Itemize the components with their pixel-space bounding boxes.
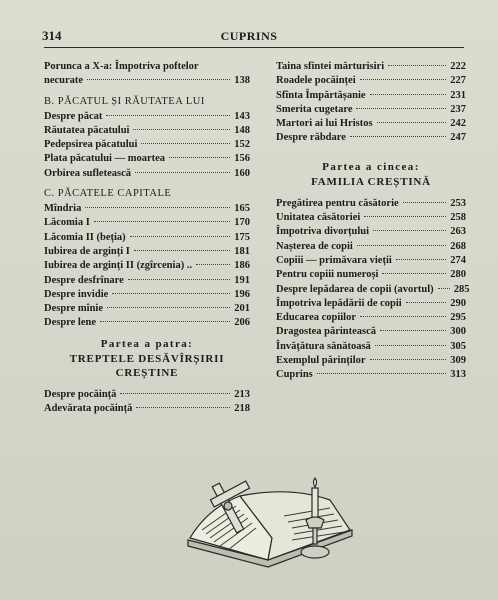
toc-entry-title: Dragostea părintească — [276, 326, 377, 338]
toc-entry — [276, 74, 466, 88]
section-heading-b: B. PĂCATUL ȘI RĂUTATEA LUI — [44, 95, 205, 107]
toc-entry — [44, 316, 250, 330]
toc-entry-title: Mîndria — [44, 203, 82, 215]
dot-leader — [141, 143, 230, 144]
toc-entry-title: Unitatea căsătoriei — [276, 212, 361, 224]
toc-entry-page: 237 — [450, 103, 466, 115]
toc-entry-title: Martori ai lui Hristos — [276, 118, 373, 130]
dot-leader — [94, 221, 230, 222]
header-rule — [44, 47, 464, 48]
toc-entry — [44, 274, 250, 288]
toc-entry-title: Lăcomia I — [44, 217, 90, 229]
toc-entry-title: Despre mînie — [44, 303, 104, 315]
dot-leader — [396, 259, 446, 260]
running-title: CUPRINS — [220, 29, 278, 43]
dot-leader — [169, 157, 230, 158]
toc-entry — [276, 211, 466, 225]
toc-entry-page: 247 — [450, 132, 466, 144]
toc-entry — [276, 340, 466, 354]
toc-entry-title: Smerita cugetare — [276, 103, 353, 115]
continued-list — [276, 60, 466, 146]
toc-entry-page: 160 — [234, 167, 250, 179]
toc-entry-page: 309 — [450, 355, 466, 367]
part-title: FAMILIA CREȘTINĂ — [311, 175, 431, 188]
dot-leader — [377, 122, 447, 123]
toc-entry-title: Iubirea de arginți I — [44, 245, 130, 257]
toc-entry — [276, 131, 466, 145]
book-cross-candle-illustration — [180, 468, 360, 578]
toc-entry-title: Plata păcatului — moartea — [44, 153, 166, 165]
part-four-list — [44, 388, 250, 417]
toc-entry-title: Cuprins — [276, 369, 313, 381]
toc-entry — [44, 124, 250, 138]
toc-entry — [276, 254, 466, 268]
dot-leader — [106, 115, 230, 116]
toc-entry — [276, 268, 466, 282]
toc-entry — [276, 325, 466, 339]
toc-entry-page: 156 — [234, 153, 250, 165]
toc-right-column — [276, 60, 470, 383]
toc-entry-page: 222 — [450, 61, 466, 72]
toc-entry — [44, 216, 250, 230]
toc-entry — [276, 354, 466, 368]
toc-entry-title: Exemplul părinților — [276, 355, 366, 367]
toc-entry — [44, 202, 250, 216]
toc-entry-page: 285 — [453, 283, 470, 295]
part-five-heading — [276, 160, 466, 189]
toc-entry-title: Pregătirea pentru căsătorie — [276, 197, 399, 209]
toc-entry-page: 138 — [234, 75, 250, 87]
toc-entry-title: Împotriva divorțului — [276, 226, 370, 238]
toc-entry — [276, 240, 466, 254]
toc-entry-title: Despre invidie — [44, 288, 109, 300]
toc-entry-page: 258 — [450, 212, 466, 224]
toc-entry-page: 181 — [234, 245, 250, 257]
toc-entry-title: Adevărata pocăință — [44, 403, 133, 415]
toc-entry-page: 175 — [234, 231, 250, 243]
toc-entry-title: Despre lene — [44, 317, 97, 329]
toc-entry — [276, 225, 466, 239]
toc-entry-page: 263 — [450, 226, 466, 238]
toc-entry — [44, 231, 250, 245]
toc-entry-page: 300 — [450, 326, 466, 338]
toc-entry — [44, 259, 250, 273]
toc-entry-page: 227 — [450, 75, 466, 87]
dot-leader — [85, 207, 230, 208]
dot-leader — [196, 264, 230, 265]
toc-entry — [44, 402, 250, 416]
dot-leader — [107, 307, 230, 308]
toc-entry-page: 148 — [234, 124, 250, 136]
toc-entry — [276, 297, 466, 311]
toc-entry-page: 186 — [234, 260, 250, 272]
page-header — [0, 0, 498, 48]
dot-leader — [128, 279, 230, 280]
dot-leader — [120, 393, 230, 394]
toc-entry-title-cont: necurate — [44, 75, 84, 87]
toc-entry-title: Despre lepădarea de copii (avortul) — [276, 283, 434, 295]
dot-leader — [360, 316, 446, 317]
toc-entry-title: Lăcomia II (beția) — [44, 231, 126, 243]
toc-entry-page: 290 — [450, 297, 466, 309]
toc-entry-title: Porunca a X-a: Împotriva poftelor — [44, 61, 199, 72]
toc-entry-title: Educarea copiilor — [276, 312, 357, 324]
toc-entry-title: Împotriva lepădării de copii — [276, 297, 402, 309]
toc-entry — [276, 311, 466, 325]
toc-entry-title: Iubirea de arginți II (zgîrcenia) .. — [44, 260, 193, 272]
toc-entry — [44, 245, 250, 259]
toc-entry — [44, 302, 250, 316]
page-number: 314 — [42, 28, 62, 43]
toc-entry-title: Învățătura sănătoasă — [276, 340, 371, 352]
part-label: Partea a patra: — [100, 337, 194, 350]
dot-leader — [364, 216, 446, 217]
toc-entry-page: 213 — [234, 388, 250, 400]
dot-leader — [438, 288, 450, 289]
dot-leader — [382, 273, 446, 274]
toc-entry-page: 242 — [450, 118, 466, 130]
toc-entry-page: 165 — [234, 203, 250, 215]
toc-entry — [44, 152, 250, 166]
dot-leader — [370, 94, 447, 95]
dot-leader — [317, 373, 446, 374]
toc-entry — [44, 288, 250, 302]
toc-entry-page: 295 — [450, 312, 466, 324]
part-four-heading — [44, 337, 250, 380]
dot-leader — [357, 245, 446, 246]
toc-entry-title: Răutatea păcatului — [44, 124, 130, 136]
toc-entry — [44, 388, 250, 402]
toc-entry-title: Pedepsirea păcatului — [44, 139, 138, 151]
toc-entry-title: Despre răbdare — [276, 132, 346, 144]
toc-entry-page: 218 — [234, 403, 250, 415]
toc-entry-title: Despre desfrînare — [44, 274, 124, 286]
dot-leader — [373, 230, 446, 231]
toc-entry — [276, 117, 466, 131]
dot-leader — [388, 65, 446, 66]
toc-entry-page: 313 — [450, 369, 466, 381]
section-c-list — [44, 202, 250, 331]
toc-entry-page: 191 — [234, 274, 250, 286]
part-five-list — [276, 197, 470, 383]
toc-entry-title: Orbirea sufletească — [44, 167, 131, 179]
toc-entry — [276, 368, 466, 382]
dot-leader — [112, 293, 230, 294]
dot-leader — [406, 302, 447, 303]
dot-leader — [135, 172, 230, 173]
toc-entry — [276, 89, 466, 103]
toc-entry-title: Despre pocăință — [44, 388, 117, 400]
toc-entry-page: 170 — [234, 217, 250, 229]
toc-entry-title: Roadele pocăinței — [276, 75, 356, 87]
toc-entry-page: 305 — [450, 340, 466, 352]
toc-entry — [44, 167, 250, 181]
section-heading-c: C. PĂCATELE CAPITALE — [44, 188, 172, 200]
toc-entry — [276, 197, 466, 211]
toc-entry — [44, 138, 250, 152]
toc-entry-title: Taina sfintei mărturisiri — [276, 61, 385, 72]
dot-leader — [380, 330, 446, 331]
toc-entry — [44, 60, 250, 89]
dot-leader — [100, 321, 230, 322]
toc-entry-title: Pentru copiii numeroși — [276, 269, 379, 281]
toc-entry-page: 268 — [450, 240, 466, 252]
toc-entry-page: 253 — [450, 197, 466, 209]
dot-leader — [375, 345, 446, 346]
toc-entry — [276, 103, 466, 117]
toc-entry-title: Despre păcat — [44, 110, 103, 122]
toc-entry — [276, 283, 470, 297]
toc-entry-page: 280 — [450, 269, 466, 281]
part-label: Partea a cincea: — [322, 160, 420, 173]
toc-entry-title: Sfînta Împărtășanie — [276, 89, 366, 101]
dot-leader — [133, 129, 230, 130]
toc-entry-page: 274 — [450, 254, 466, 266]
dot-leader — [136, 407, 230, 408]
dot-leader — [356, 108, 446, 109]
section-b-list — [44, 110, 250, 181]
dot-leader — [403, 202, 447, 203]
toc-entry-page: 231 — [450, 89, 466, 101]
toc-left-column — [44, 60, 250, 416]
toc-entry-page: 206 — [234, 317, 250, 329]
toc-entry-page: 143 — [234, 110, 250, 122]
toc-entry-page: 152 — [234, 139, 250, 151]
dot-leader — [134, 250, 230, 251]
dot-leader — [87, 79, 230, 80]
toc-entry-page: 201 — [234, 303, 250, 315]
toc-entry — [44, 110, 250, 124]
dot-leader — [130, 236, 231, 237]
toc-entry-page: 196 — [234, 288, 250, 300]
dot-leader — [360, 79, 447, 80]
dot-leader — [370, 359, 447, 360]
toc-entry-title: Nașterea de copii — [276, 240, 353, 252]
part-title: TREPTELE DESĂVÎRȘIRII — [69, 352, 225, 365]
toc-entry-title: Copiii — primăvara vieții — [276, 254, 392, 266]
dot-leader — [350, 136, 446, 137]
toc-entry — [276, 60, 466, 74]
part-title-cont: CREȘTINE — [115, 366, 179, 379]
